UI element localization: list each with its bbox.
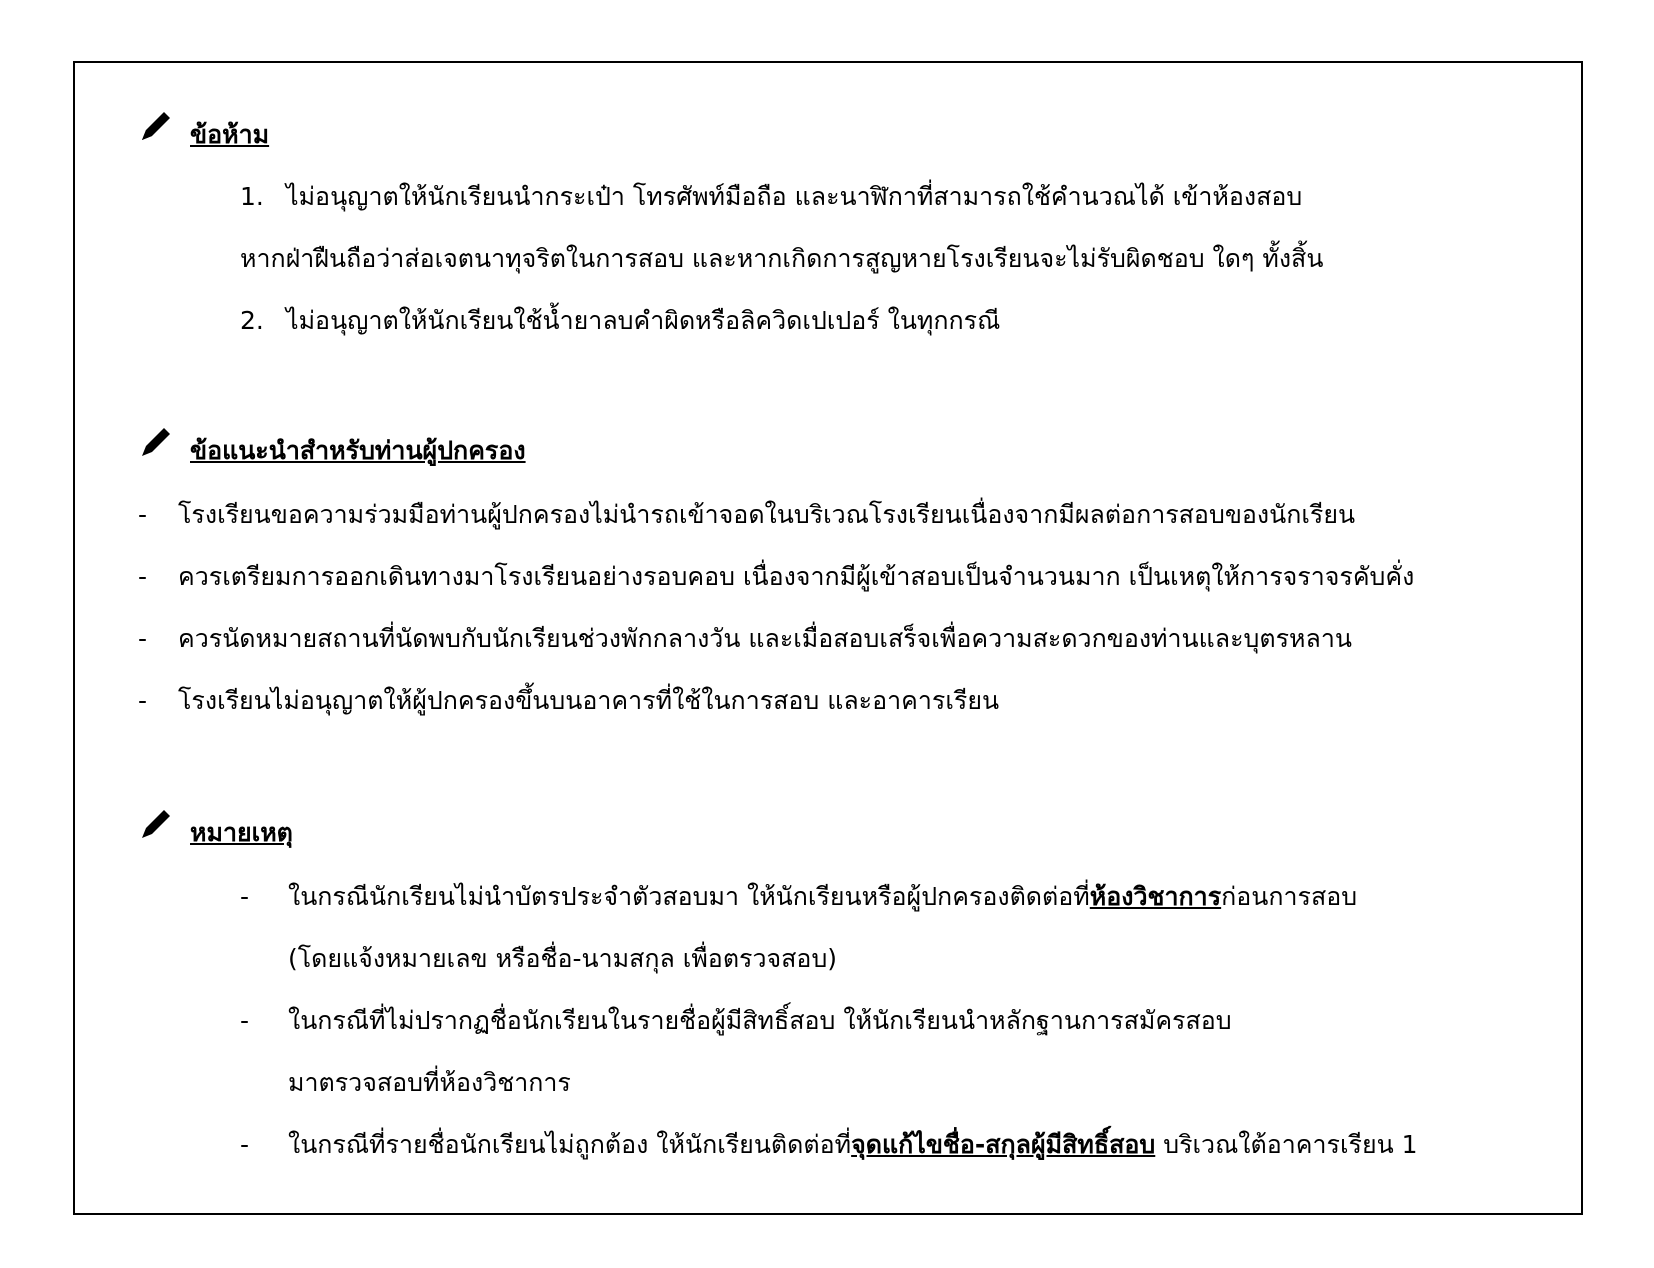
- note-item-1: [288, 880, 1357, 914]
- prohibition-item-1: [240, 180, 1302, 214]
- bullet-dash: -: [138, 624, 148, 653]
- note-item-2-continuation: มาตรวจสอบที่ห้องวิชาการ: [288, 1068, 571, 1097]
- note-item-1-continuation: (โดยแจ้งหมายเลข หรือชื่อ-นามสกุล เพื่อตรวจสอบ): [288, 944, 838, 973]
- parents-heading: ข้อแนะนำสำหรับท่านผู้ปกครอง: [190, 436, 526, 465]
- parents-item-3: ควรนัดหมายสถานที่นัดพบกับนักเรียนช่วงพักกลางวัน และเมื่อสอบเสร็จเพื่อความสะดวกของท่านและบุตรหลาน: [178, 624, 1352, 653]
- prohibition-item-2: [240, 304, 1000, 338]
- pencil-icon: [138, 806, 174, 842]
- note-text: ก่อนการสอบ: [1221, 882, 1358, 911]
- name-correction-point-highlight: จุดแก้ไขชื่อ-สกุลผู้มีสิทธิ์สอบ: [851, 1130, 1156, 1159]
- note-text: บริเวณใต้อาคารเรียน 1: [1155, 1130, 1418, 1159]
- academic-room-highlight: ห้องวิชาการ: [1089, 882, 1222, 911]
- note-item-3: [288, 1128, 1418, 1162]
- item-number: 2.: [240, 306, 264, 335]
- prohibition-item-1-continuation: หากฝ่าฝืนถือว่าส่อเจตนาทุจริตในการสอบ และหากเกิดการสูญหายโรงเรียนจะไม่รับผิดชอบ ใดๆ ทั้งสิ้น: [240, 244, 1324, 273]
- prohibitions-heading: ข้อห้าม: [190, 120, 270, 149]
- parents-item-2: ควรเตรียมการออกเดินทางมาโรงเรียนอย่างรอบคอบ เนื่องจากมีผู้เข้าสอบเป็นจำนวนมาก เป็นเหตุให้การจราจรคับคั่ง: [178, 562, 1415, 591]
- bullet-dash: -: [240, 1006, 250, 1035]
- parents-item-1: โรงเรียนขอความร่วมมือท่านผู้ปกครองไม่นำรถเข้าจอดในบริเวณโรงเรียนเนื่องจากมีผลต่อการสอบของนักเรียน: [178, 500, 1356, 529]
- pencil-icon: [138, 108, 174, 144]
- note-text: ในกรณีที่รายชื่อนักเรียนไม่ถูกต้อง ให้นักเรียนติดต่อที่: [288, 1130, 852, 1159]
- bullet-dash: -: [138, 500, 148, 529]
- bullet-dash: -: [138, 562, 148, 591]
- note-text: ในกรณีนักเรียนไม่นำบัตรประจำตัวสอบมา ให้นักเรียนหรือผู้ปกครองติดต่อที่: [288, 882, 1090, 911]
- pencil-icon: [138, 424, 174, 460]
- notes-heading: หมายเหตุ: [190, 818, 293, 847]
- bullet-dash: -: [240, 882, 250, 911]
- item-text: ไม่อนุญาตให้นักเรียนใช้น้ำยาลบคำผิดหรือลิควิดเปเปอร์ ในทุกกรณี: [286, 306, 1001, 335]
- item-number: 1.: [240, 182, 264, 211]
- note-item-2: ในกรณีที่ไม่ปรากฏชื่อนักเรียนในรายชื่อผู้มีสิทธิ์สอบ ให้นักเรียนนำหลักฐานการสมัครสอบ: [288, 1006, 1232, 1035]
- bullet-dash: -: [138, 686, 148, 715]
- bullet-dash: -: [240, 1130, 250, 1159]
- item-text: ไม่อนุญาตให้นักเรียนนำกระเป๋า โทรศัพท์มือถือ และนาฬิกาที่สามารถใช้คำนวณได้ เข้าห้องสอบ: [286, 182, 1303, 211]
- parents-item-4: โรงเรียนไม่อนุญาตให้ผู้ปกครองขึ้นบนอาคารที่ใช้ในการสอบ และอาคารเรียน: [178, 686, 1000, 715]
